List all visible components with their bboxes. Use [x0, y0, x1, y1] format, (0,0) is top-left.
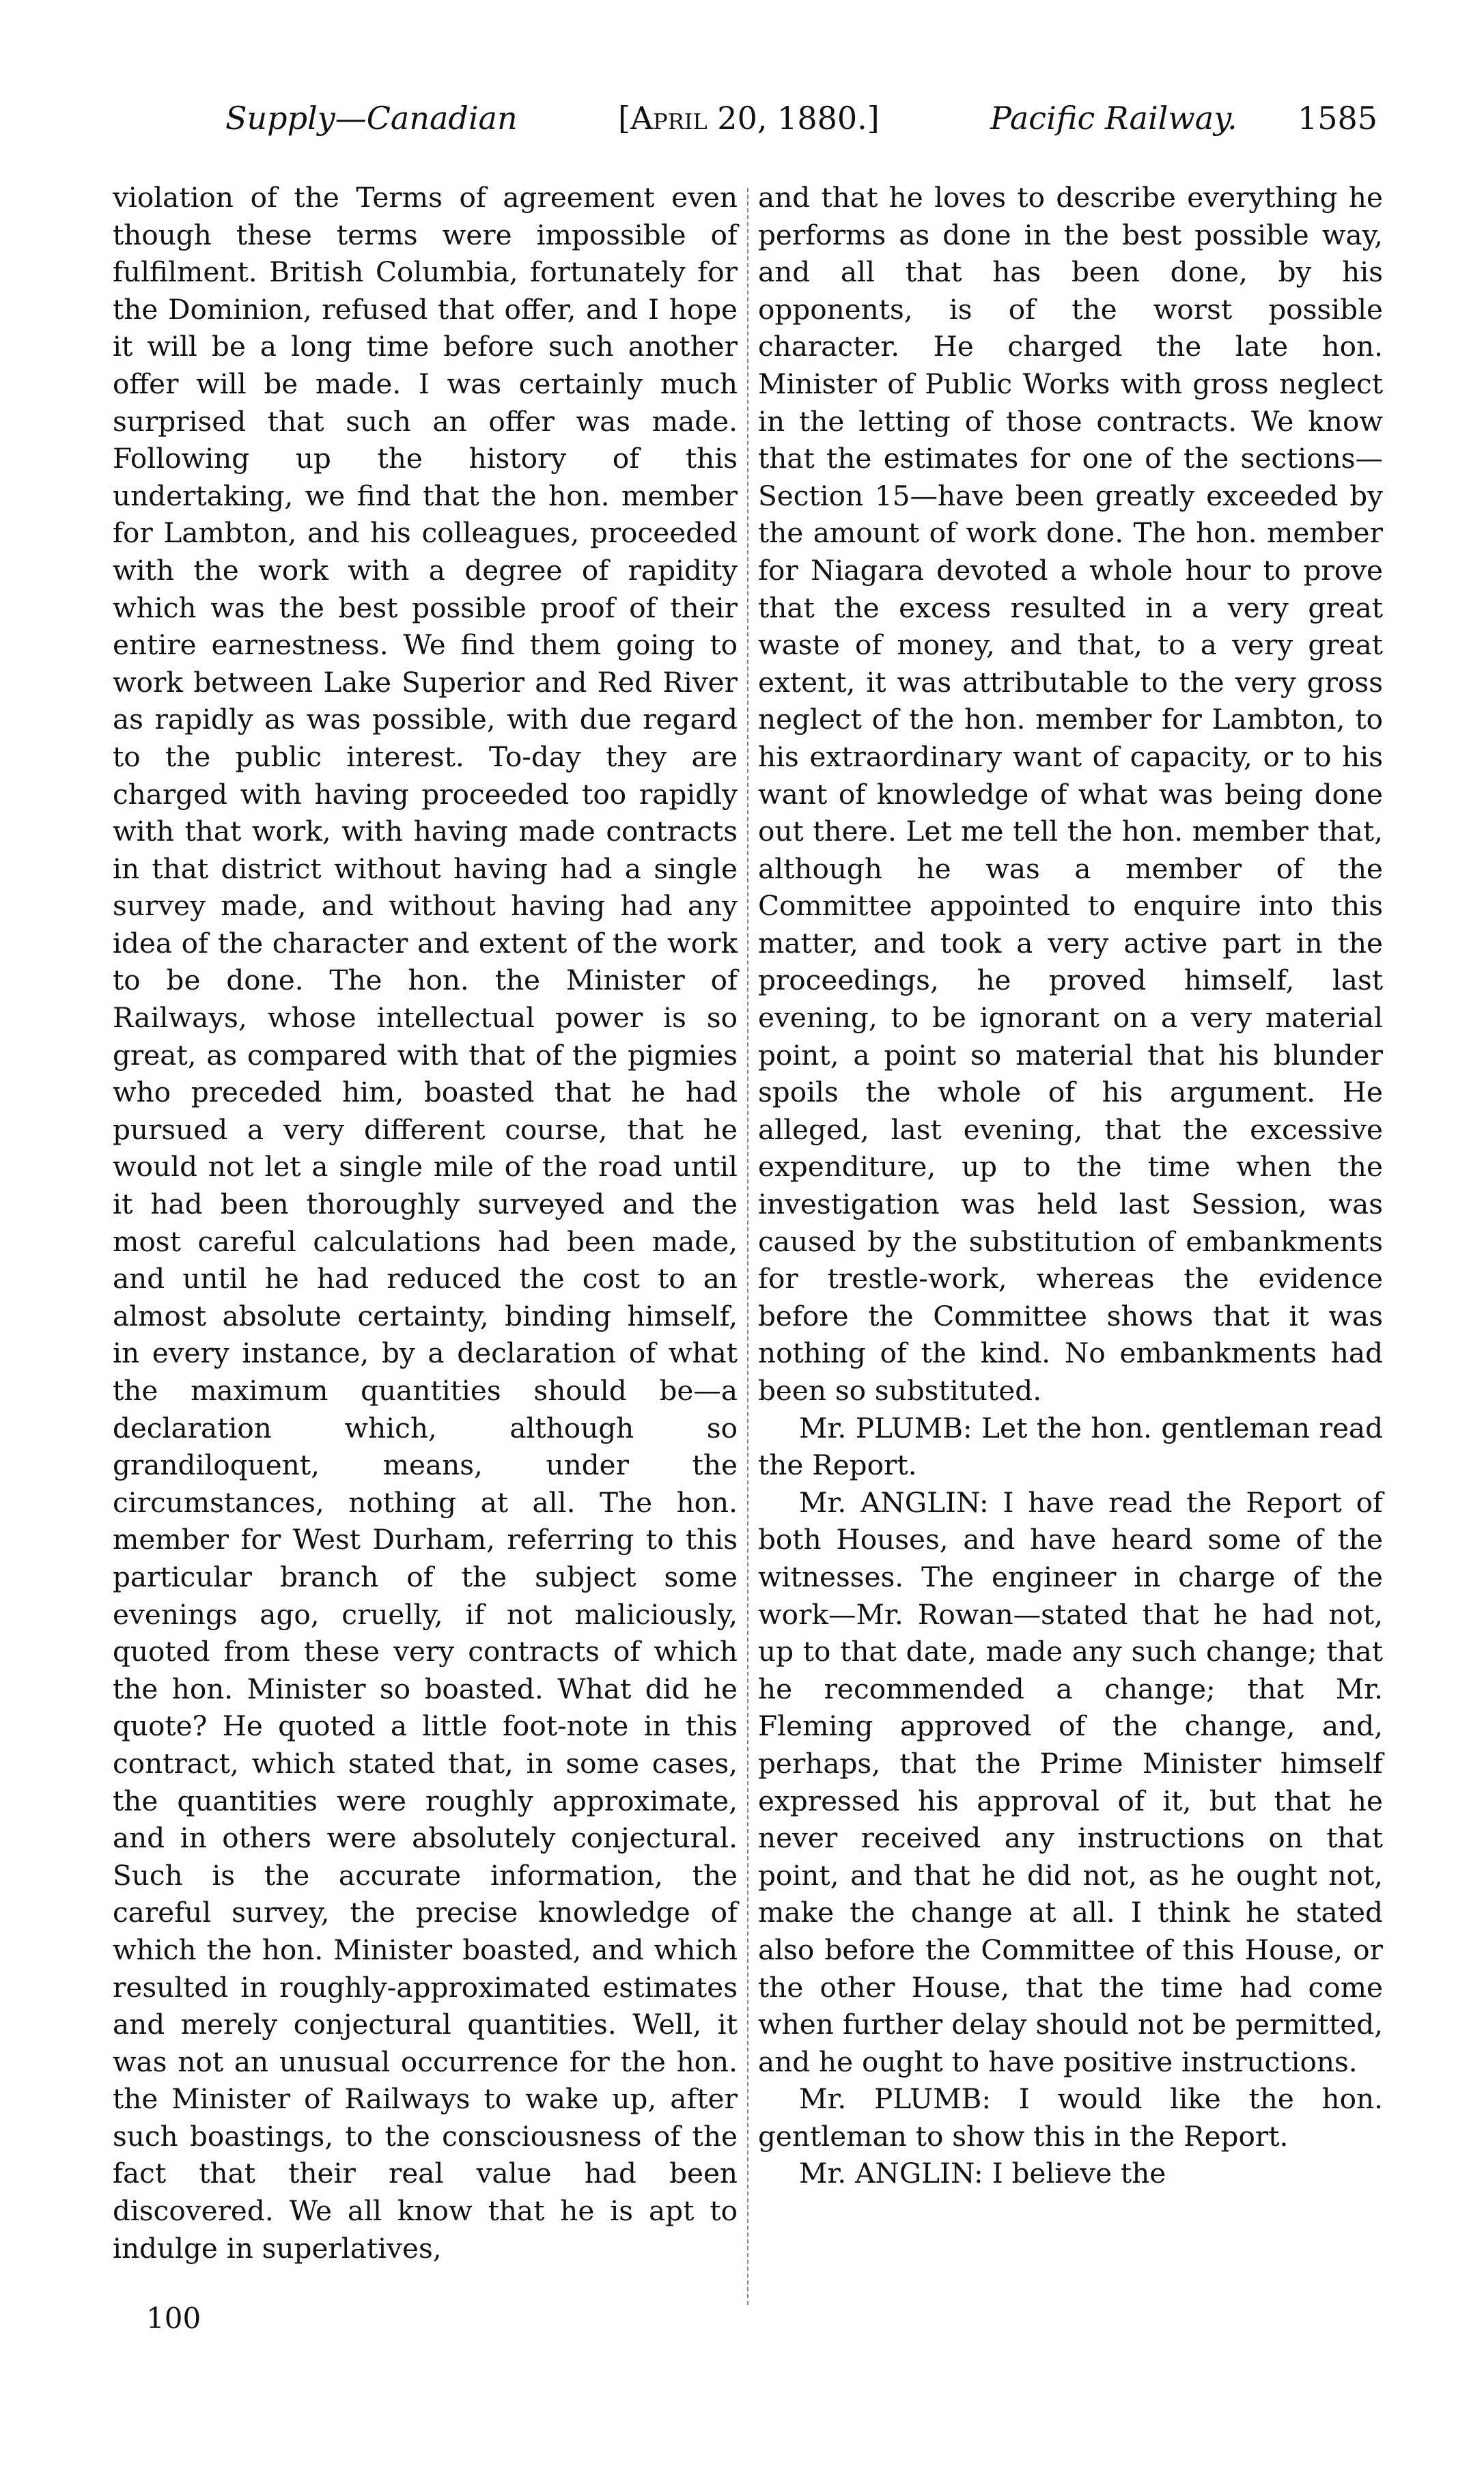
page-number: 1585: [1298, 100, 1378, 137]
header-right-title: Pacific Railway.: [990, 100, 1237, 137]
column-divider: [747, 188, 748, 2305]
right-paragraph-1: and that he loves to describe everything he performs as done in the best possible way, and all that has been done, by his opponents, is of the worst possible character. He charged the late hon. Minister of Public Works with gross neglect in the letting of those contracts. We know that the estimates for one of the sections—Section 15—have been greatly exceeded by the amount of work done. The hon. member for Niagara devoted a whole hour to prove that the excess resulted in a very great waste of money, and that, to a very great extent, it was attributable to the very gross neglect of the hon. member for Lambton, to his extraordinary want of capacity, or to his want of knowledge of what was being done out there. Let me tell the hon. member that, although he was a member of the Committee appointed to enquire into this matter, and took a very active part in the proceedings, he proved himself, last evening, to be ignorant on a very material point, a point so material that his blunder spoils the whole of his argument. He alleged, last evening, that the excessive expenditure, up to the time when the investigation was held last Session, was caused by the substitution of embankments for trestle-work, whereas the evidence before the Committee shows that it was nothing of the kind. No embankments had been so substituted.: [758, 181, 1383, 1407]
right-column: [758, 179, 1383, 2192]
right-paragraph-anglin-2: Mr. ANGLIN: I believe the: [799, 2157, 1166, 2190]
left-paragraph-1: violation of the Terms of agreement even though these terms were impossible of fulfilment. British Columbia, fortunately for the Dominion, refused that offer, and I hope it will be a long time before such another offer will be made. I was certainly much surprised that such an offer was made. Following up the history of this undertaking, we find that the hon. member for Lambton, and his colleagues, proceeded with the work with a degree of rapidity which was the best possible proof of their entire earnestness. We find them going to work between Lake Superior and Red River as rapidly as was possible, with due regard to the public interest. To-day they are charged with having proceeded too rapidly with that work, with having made contracts in that district without having had a single survey made, and without having had any idea of the character and extent of the work to be done. The hon. the Minister of Railways, whose intellectual power is so great, as compared with that of the pigmies who preceded him, boasted that he had pursued a very different course, that he would not let a single mile of the road until it had been thoroughly surveyed and the most careful calculations had been made, and until he had reduced the cost to an almost absolute certainty, binding himself, in every instance, by a declaration of what the maximum quantities should be—a declaration which, although so grandiloquent, means, under the circumstances, nothing at all. The hon. member for West Durham, referring to this particular branch of the subject some evenings ago, cruelly, if not maliciously, quoted from these very contracts of which the hon. Minister so boasted. What did he quote? He quoted a little foot-note in this contract, which stated that, in some cases, the quantities were roughly approximate, and in others were absolutely conjectural. Such is the accurate information, the careful survey, the precise knowledge of which the hon. Minister boasted, and which resulted in roughly-approximated estimates and merely conjectural quantities. Well, it was not an unusual occurrence for the hon. the Minister of Railways to wake up, after such boastings, to the consciousness of the fact that their real value had been discovered. We all know that he is apt to indulge in superlatives,: [113, 181, 738, 2265]
left-column: [113, 179, 738, 2267]
right-paragraph-anglin-1: Mr. ANGLIN: I have read the Report of both Houses, and have heard some of the witnesses. The engineer in charge of the work—Mr. Rowan—stated that he had not, up to that date, made any such change; that he recommended a change; that Mr. Fleming approved of the change, and, perhaps, that the Prime Minister himself expressed his approval of it, but that he never received any instructions on that point, and that he did not, as he ought not, make the change at all. I think he stated also before the Committee of this House, or the other House, that the time had come when further delay should not be permitted, and he ought to have positive instructions.: [758, 1485, 1383, 2078]
signature-number: 100: [146, 2302, 201, 2335]
right-paragraph-plumb-2: Mr. PLUMB: I would like the hon. gentleman to show this in the Report.: [758, 2082, 1383, 2153]
header-left-title: Supply—Canadian: [225, 100, 518, 137]
right-paragraph-plumb-1: Mr. PLUMB: Let the hon. gentleman read the Report.: [758, 1411, 1383, 1482]
running-header: [0, 102, 1484, 157]
header-date: [April 20, 1880.]: [618, 100, 880, 137]
